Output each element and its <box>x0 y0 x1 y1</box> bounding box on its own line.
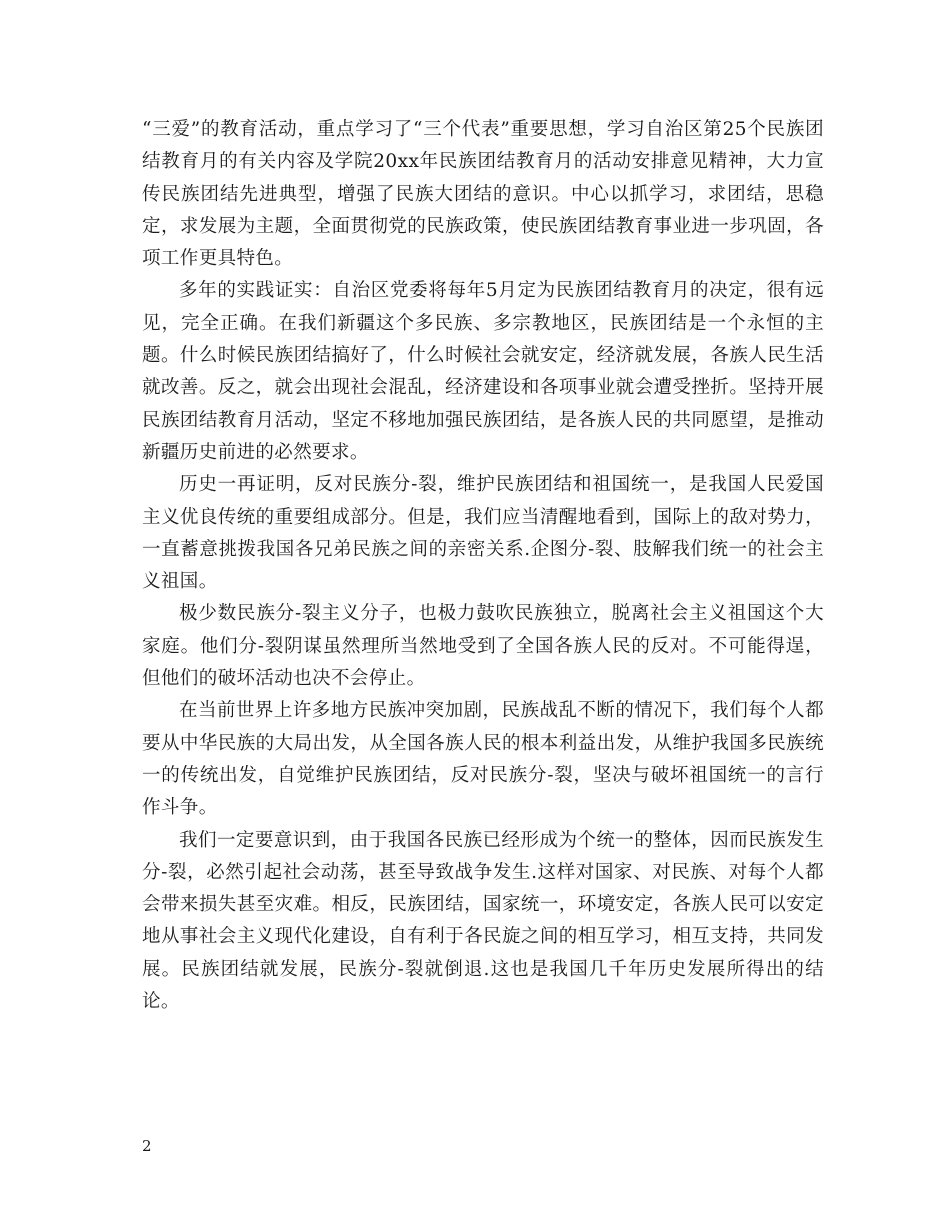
paragraph-3: 历史一再证明，反对民族分-裂，维护民族团结和祖国统一，是我国人民爱国主义优良传统的重要组成部分。但是，我们应当清醒地看到，国际上的敌对势力，一直蓄意挑拨我国各兄弟民族之间的亲密关系.企图分-裂、肢解我们统一的社会主义祖国。 <box>142 474 824 593</box>
paragraph-1-continued: “三爱”的教育活动，重点学习了“三个代表”重要思想，学习自治区第25个民族团结教育月的有关内容及学院20xx年民族团结教育月的活动安排意见精神，大力宣传民族团结先进典型，增强了民族大团结的意识。中心以抓学习，求团结，思稳定，求发展为主题，全面贯彻党的民族政策，使民族团结教育事业进一步巩固，各项工作更具特色。 <box>142 119 824 270</box>
paragraph-4: 极少数民族分-裂主义分子，也极力鼓吹民族独立，脱离社会主义祖国这个大家庭。他们分-裂阴谋虽然理所当然地受到了全国各族人民的反对。不可能得逞，但他们的破坏活动也决不会停止。 <box>142 603 824 690</box>
paragraph-2: 多年的实践证实：自治区党委将每年5月定为民族团结教育月的决定，很有远见，完全正确。在我们新疆这个多民族、多宗教地区，民族团结是一个永恒的主题。什么时候民族团结搞好了，什么时候社会就安定，经济就发展，各族人民生活就改善。反之，就会出现社会混乱，经济建设和各项事业就会遭受挫折。坚持开展民族团结教育月活动，坚定不移地加强民族团结，是各族人民的共同愿望，是推动新疆历史前进的必然要求。 <box>142 280 824 463</box>
body-text <box>142 114 824 1018</box>
page-number: 2 <box>142 1137 152 1155</box>
paragraph-5: 在当前世界上许多地方民族冲突加剧，民族战乱不断的情况下，我们每个人都要从中华民族的大局出发，从全国各族人民的根本利益出发，从维护我国多民族统一的传统出发，自觉维护民族团结，反对民族分-裂，坚决与破坏祖国统一的言行作斗争。 <box>142 700 824 819</box>
paragraph-6: 我们一定要意识到，由于我国各民族已经形成为个统一的整体，因而民族发生分-裂，必然引起社会动荡，甚至导致战争发生.这样对国家、对民族、对每个人都会带来损失甚至灾难。相反，民族团结，国家统一，环境安定，各族人民可以安定地从事社会主义现代化建设，自有利于各民旋之间的相互学习，相互支持，共同发展。民族团结就发展，民族分-裂就倒退.这也是我国几千年历史发展所得出的结论。 <box>142 829 824 1013</box>
